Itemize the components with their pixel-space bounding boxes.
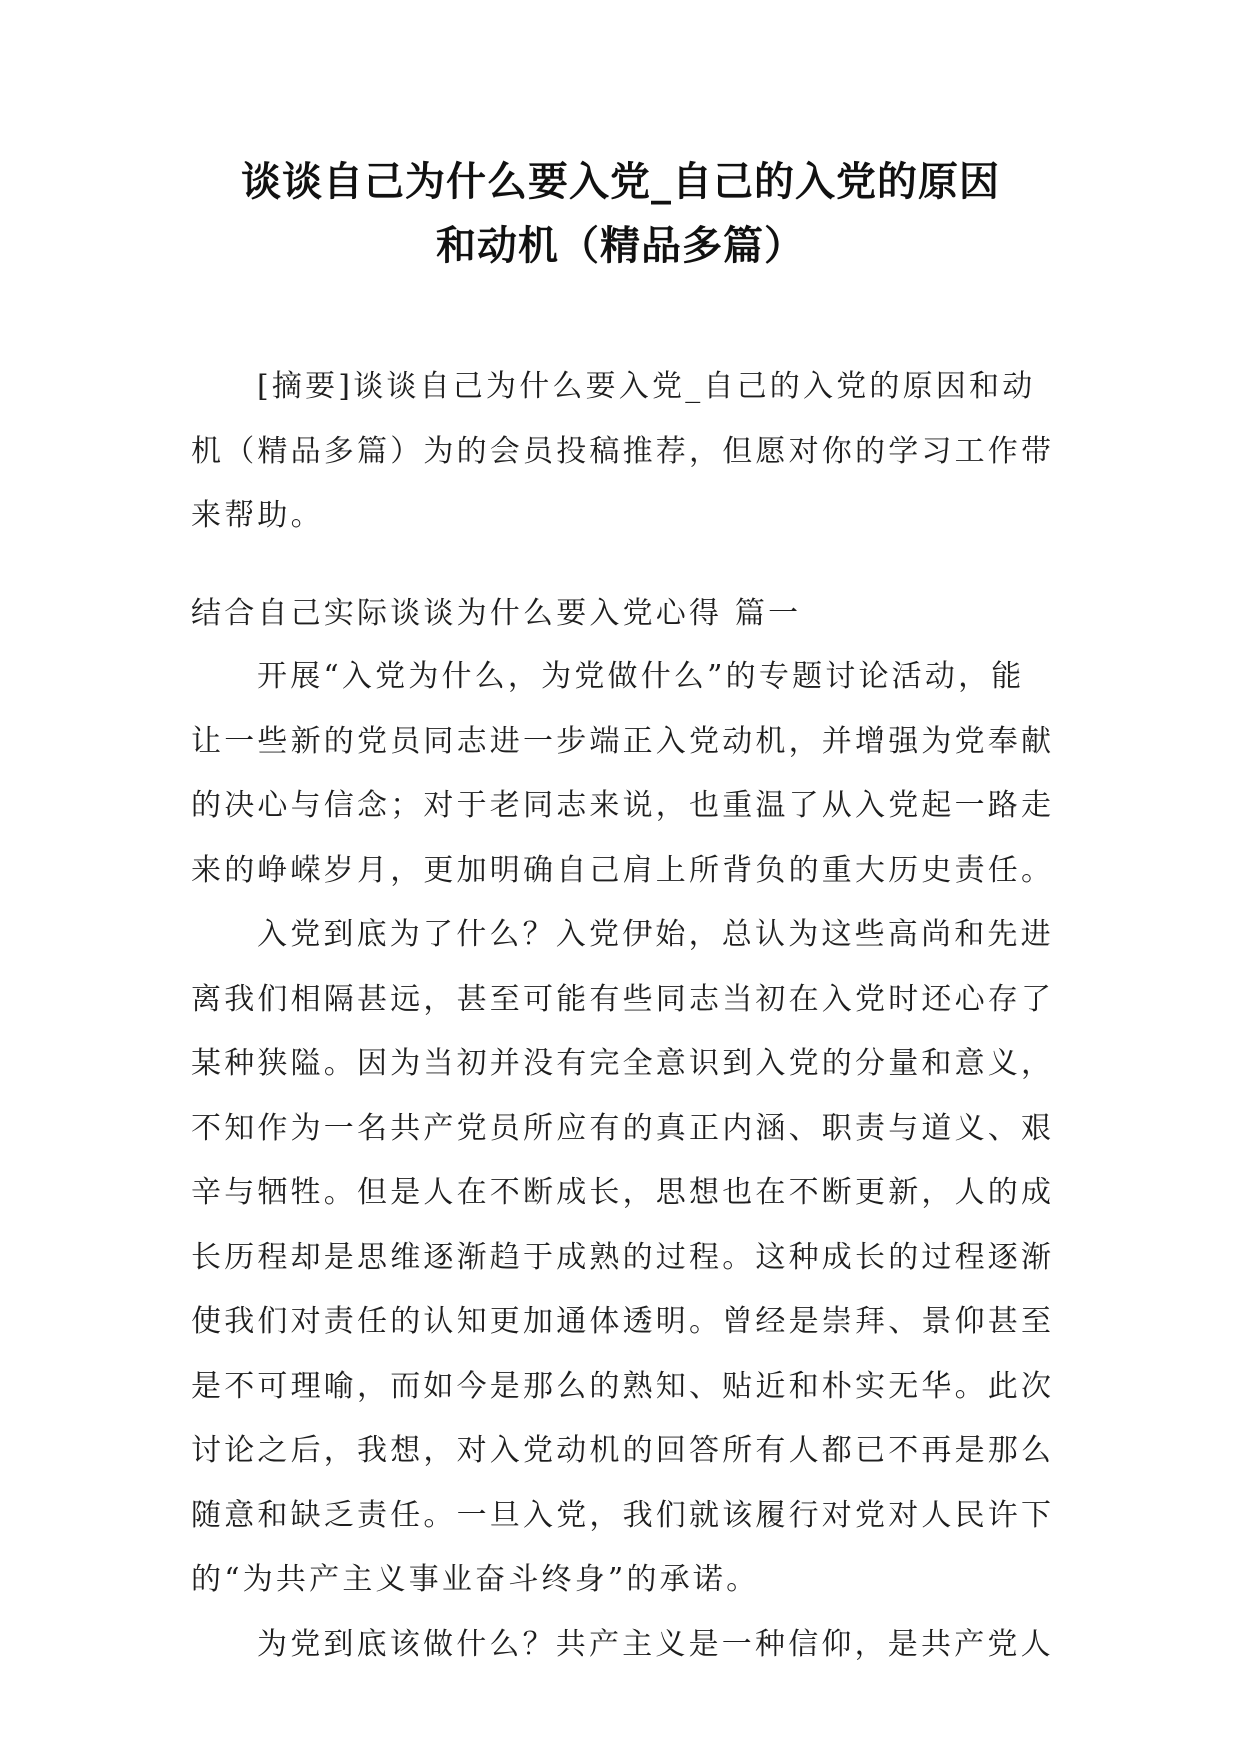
abstract-line: 机（精品多篇）为的会员投稿推荐，但愿对你的学习工作带 bbox=[191, 433, 1055, 469]
title-line-1: 谈谈自己为什么要入党_自己的入党的原因 bbox=[241, 159, 1000, 205]
section-heading-text: 结合自己实际谈谈为什么要入党心得 篇一 bbox=[191, 596, 802, 631]
body-paragraphs bbox=[191, 645, 1055, 1677]
paragraph-line: 辛与牺牲。但是人在不断成长，思想也在不断更新，人的成 bbox=[191, 1175, 1055, 1210]
title-line-2: 和动机（精品多篇） bbox=[436, 223, 805, 269]
paragraph-line: 不知作为一名共产党员所应有的真正内涵、职责与道义、艰 bbox=[191, 1110, 1055, 1146]
paragraph-line: 是不可理喻，而如今是那么的熟知、贴近和朴实无华。此次 bbox=[191, 1368, 1055, 1404]
paragraph-line: 入党到底为了什么？入党伊始，总认为这些高尚和先进 bbox=[257, 917, 1054, 952]
paragraph-line: 长历程却是思维逐渐趋于成熟的过程。这种成长的过程逐渐 bbox=[191, 1239, 1055, 1275]
section-heading bbox=[191, 582, 1051, 647]
paragraph-line: 来的峥嵘岁月，更加明确自己肩上所背负的重大历史责任。 bbox=[191, 852, 1055, 888]
paragraph-line: 某种狭隘。因为当初并没有完全意识到入党的分量和意义， bbox=[191, 1046, 1055, 1081]
document-title bbox=[185, 150, 1056, 278]
paragraph-line: 的“为共产主义事业奋斗终身”的承诺。 bbox=[191, 1562, 760, 1597]
abstract-paragraph bbox=[191, 355, 1055, 549]
paragraph-line: 为党到底该做什么？共产主义是一种信仰，是共产党人 bbox=[257, 1626, 1054, 1662]
paragraph-line: 使我们对责任的认知更加通体透明。曾经是崇拜、景仰甚至 bbox=[191, 1304, 1055, 1339]
paragraph-line: 让一些新的党员同志进一步端正入党动机，并增强为党奉献 bbox=[191, 723, 1055, 759]
paragraph-line: 开展“入党为什么，为党做什么”的专题讨论活动，能 bbox=[257, 659, 1025, 694]
abstract-line: 来帮助。 bbox=[191, 498, 324, 533]
paragraph-line: 的决心与信念；对于老同志来说，也重温了从入党起一路走 bbox=[191, 788, 1055, 823]
paragraph-line: 离我们相隔甚远，甚至可能有些同志当初在入党时还心存了 bbox=[191, 981, 1055, 1017]
paragraph-line: 讨论之后，我想，对入党动机的回答所有人都已不再是那么 bbox=[191, 1433, 1055, 1468]
paragraph-line: 随意和缺乏责任。一旦入党，我们就该履行对党对人民许下 bbox=[191, 1497, 1055, 1533]
abstract-line: [摘要]谈谈自己为什么要入党_自己的入党的原因和动 bbox=[257, 369, 1036, 404]
